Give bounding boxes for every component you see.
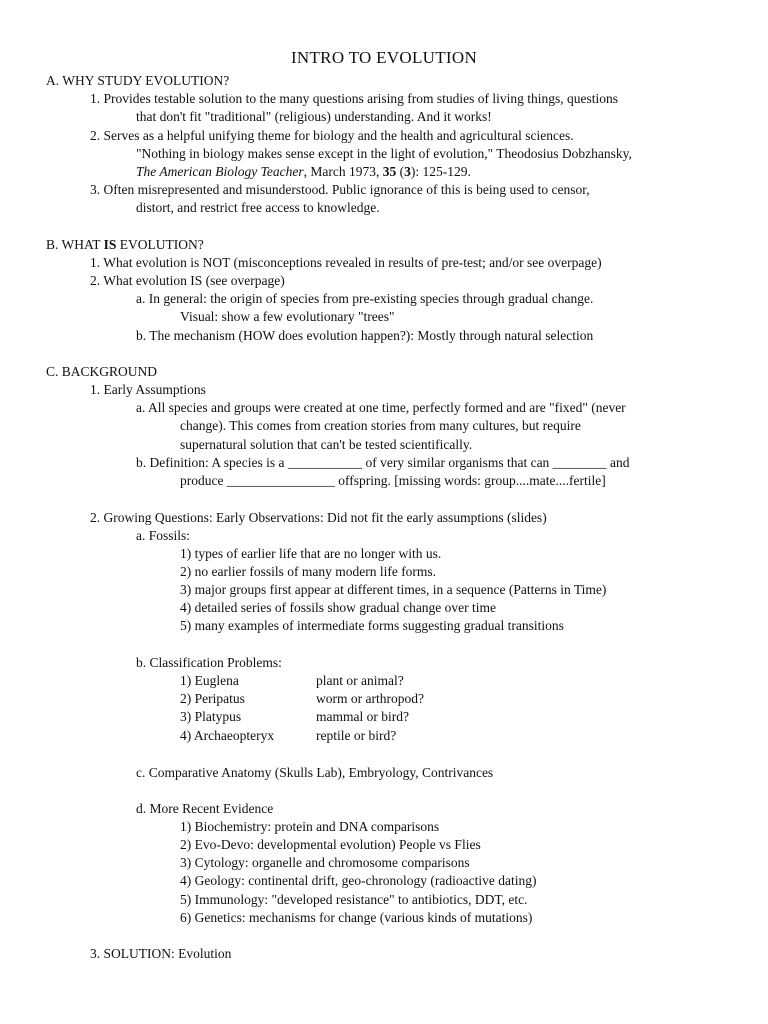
citation-date: , March 1973,: [303, 164, 383, 179]
section-b-heading-post: EVOLUTION?: [116, 237, 204, 252]
journal-title: The American Biology Teacher: [136, 164, 304, 179]
classification-question: mammal or bird?: [316, 709, 409, 724]
recent-evidence-heading: d. More Recent Evidence: [136, 801, 274, 816]
section-b-heading-is: IS: [103, 237, 117, 252]
section-b-item-2b: b. The mechanism (HOW does evolution happen?): Mostly through natural selection: [136, 328, 594, 343]
dobzhansky-citation: [136, 163, 471, 181]
section-a-item-3-line-1: 3. Often misrepresented and misunderstood. Public ignorance of this is being used to censor,: [90, 182, 590, 197]
classification-question: plant or animal?: [316, 673, 404, 688]
citation-volume: 35: [382, 164, 397, 179]
citation-pages: ): 125-129.: [410, 164, 471, 179]
section-b-heading: [46, 236, 204, 254]
classification-organism: 3) Platypus: [180, 709, 242, 724]
recent-evidence-point: 4) Geology: continental drift, geo-chronology (radioactive dating): [180, 873, 537, 888]
classification-heading: b. Classification Problems:: [136, 655, 282, 670]
section-b-item-2a-visual: Visual: show a few evolutionary "trees": [180, 309, 395, 324]
section-b-item-2a: a. In general: the origin of species from pre-existing species through gradual change.: [136, 291, 594, 306]
section-a-item-1-line-2: that don't fit "traditional" (religious) understanding. And it works!: [136, 109, 492, 124]
citation-issue: 3: [404, 164, 411, 179]
section-c-item-2: 2. Growing Questions: Early Observations: Did not fit the early assumptions (slides): [90, 510, 547, 525]
section-a-item-3-line-2: distort, and restrict free access to knowledge.: [136, 200, 380, 215]
recent-evidence-point: 5) Immunology: "developed resistance" to antibiotics, DDT, etc.: [180, 892, 528, 907]
fossil-point: 2) no earlier fossils of many modern life forms.: [180, 564, 437, 579]
section-c-item-1: 1. Early Assumptions: [90, 382, 206, 397]
recent-evidence-point: 6) Genetics: mechanisms for change (various kinds of mutations): [180, 910, 533, 925]
recent-evidence-point: 3) Cytology: organelle and chromosome comparisons: [180, 855, 470, 870]
classification-question: reptile or bird?: [316, 728, 397, 743]
fossil-point: 3) major groups first appear at different times, in a sequence (Patterns in Time): [180, 582, 607, 597]
dobzhansky-quote-line-1: "Nothing in biology makes sense except in the light of evolution," Theodosius Dobzhansky,: [136, 146, 632, 161]
fossil-point: 1) types of earlier life that are no longer with us.: [180, 546, 442, 561]
classification-organism: 1) Euglena: [180, 673, 239, 688]
section-c-item-1a-line-2: change). This comes from creation stories from many cultures, but require: [180, 418, 581, 433]
section-c-item-2c: c. Comparative Anatomy (Skulls Lab), Embryology, Contrivances: [136, 765, 494, 780]
classification-organism: 2) Peripatus: [180, 691, 245, 706]
section-c-item-3: 3. SOLUTION: Evolution: [90, 946, 232, 961]
section-b-item-2: 2. What evolution IS (see overpage): [90, 273, 285, 288]
page-title: INTRO TO EVOLUTION: [290, 48, 478, 67]
section-a-heading: A. WHY STUDY EVOLUTION?: [46, 73, 230, 88]
section-a-item-2-line-1: 2. Serves as a helpful unifying theme for biology and the health and agricultural sciences.: [90, 128, 574, 143]
fossil-point: 5) many examples of intermediate forms suggesting gradual transitions: [180, 618, 564, 633]
fossil-point: 4) detailed series of fossils show gradual change over time: [180, 600, 497, 615]
section-a-item-1-line-1: 1. Provides testable solution to the many questions arising from studies of living things, questions: [90, 91, 618, 106]
section-b-item-1: 1. What evolution is NOT (misconceptions revealed in results of pre-test; and/or see overpage): [90, 255, 602, 270]
section-c-item-1a-line-3: supernatural solution that can't be tested scientifically.: [180, 437, 473, 452]
classification-organism: 4) Archaeopteryx: [180, 728, 275, 743]
section-b-heading-pre: B. WHAT: [46, 237, 104, 252]
classification-question: worm or arthropod?: [316, 691, 424, 706]
recent-evidence-point: 1) Biochemistry: protein and DNA comparisons: [180, 819, 440, 834]
section-c-heading: C. BACKGROUND: [46, 364, 158, 379]
section-c-item-1b-line-1: b. Definition: A species is a ___________ of very similar organisms that can ________ and: [136, 455, 630, 470]
section-c-item-1b-line-2: produce ________________ offspring. [missing words: group....mate....fertile]: [180, 473, 606, 488]
citation-issue-open: (: [396, 164, 405, 179]
fossils-heading: a. Fossils:: [136, 528, 191, 543]
section-c-item-1a-line-1: a. All species and groups were created at one time, perfectly formed and are "fixed" (never: [136, 400, 626, 415]
recent-evidence-point: 2) Evo-Devo: developmental evolution) People vs Flies: [180, 837, 481, 852]
